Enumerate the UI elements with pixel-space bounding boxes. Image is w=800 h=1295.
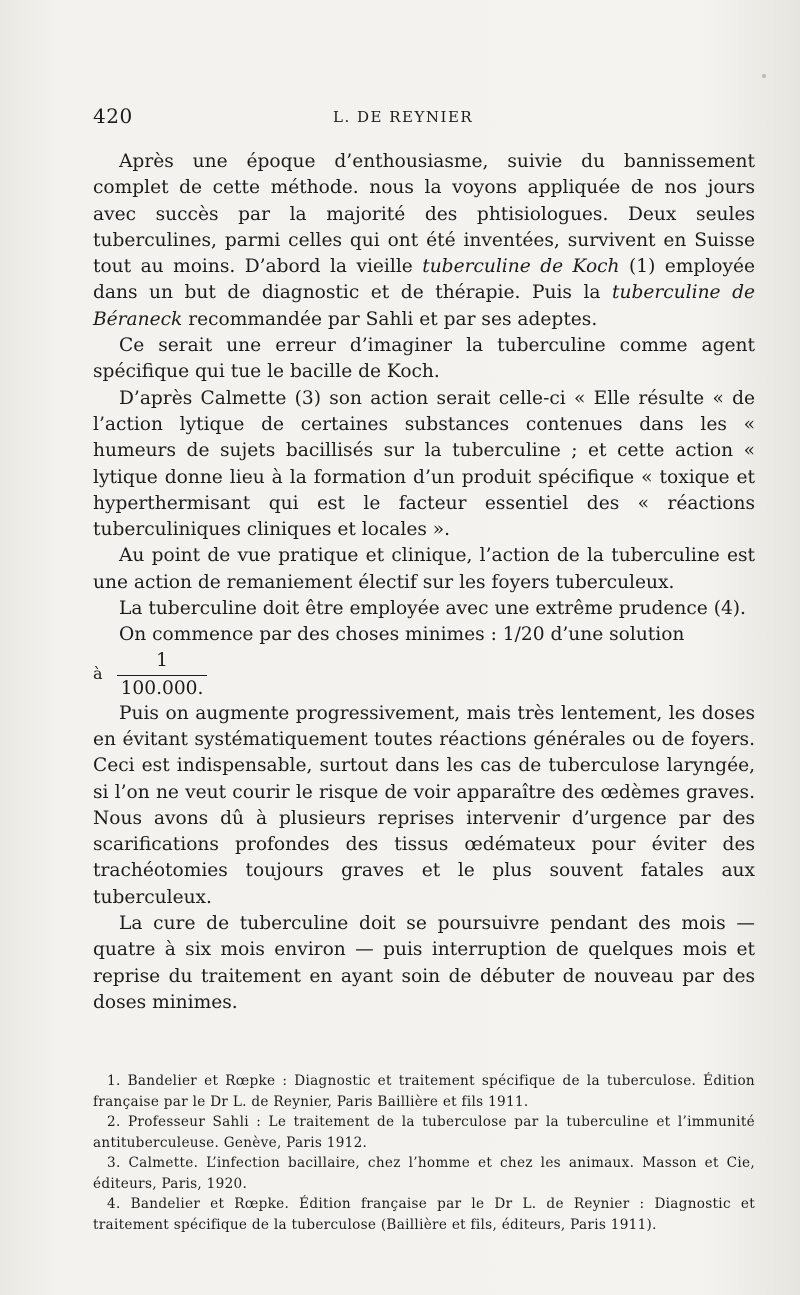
fraction-line xyxy=(93,649,755,701)
paragraph-1: Après une époque d’enthousiasme, suivie du bannissement complet de cette méthode. nous la voyons appliquée de nos jours avec succès par la majorité des phtisiologues. Deux seules tuberculines, parmi celles qui ont été inventées, survivent en Suisse tout au moins. D’abord la vieille tuberculine de Koch (1) employée dans un but de diagnostic et de thérapie. Puis la tuberculine de Béraneck recommandée par Sahli et par ses adeptes. xyxy=(93,151,755,330)
italic-term: tuberculine de Béraneck xyxy=(93,282,755,330)
footnote-2: 2. Professeur Sahli : Le traitement de la tuberculose par la tuberculine et l’immunité antituberculeuse. Genève, Paris 1912. xyxy=(93,1114,755,1151)
running-head: L. DE REYNIER xyxy=(333,108,474,126)
fraction xyxy=(117,649,207,700)
paper-speck xyxy=(762,74,766,78)
footnote-4: 4. Bandelier et Rœpke. Édition française par le Dr L. de Reynier : Diagnostic et traitement spécifique de la tuberculose (Baillière et fils, éditeurs, Paris 1911). xyxy=(93,1196,755,1233)
paragraph-7: Puis on augmente progressivement, mais très lentement, les doses en évitant systématiquement toutes réactions générales ou de foyers. Ceci est indispensable, surtout dans les cas de tuberculose laryngée, si l’on ne veut courir le risque de voir apparaître des œdèmes graves. Nous avons dû à plusieurs reprises intervenir d’urgence par des scarifications profondes des tissus œdémateux pour éviter des trachéotomies toujours graves et le plus souvent fatales aux tuberculeux. xyxy=(93,702,755,908)
footnote-3: 3. Calmette. L’infection bacillaire, chez l’homme et chez les animaux. Masson et Cie, éditeurs, Paris, 1920. xyxy=(93,1155,755,1192)
page-header xyxy=(93,104,755,132)
fraction-numerator: 1 xyxy=(156,649,168,671)
paragraph-8: La cure de tuberculine doit se poursuivre pendant des mois — quatre à six mois environ — puis interruption de quelques mois et reprise du traitement en ayant soin de débuter de nouveau par des doses minimes. xyxy=(93,913,755,1013)
paragraph-6: On commence par des choses minimes : 1/20 d’une solution xyxy=(119,624,685,646)
paragraph-4: Au point de vue pratique et clinique, l’action de la tuberculine est une action de remaniement électif sur les foyers tuberculeux. xyxy=(93,545,755,593)
page-number: 420 xyxy=(93,104,133,128)
footnotes xyxy=(93,1071,755,1235)
italic-term: tuberculine de Koch xyxy=(422,256,620,278)
paragraph-3: D’après Calmette (3) son action serait celle-ci « Elle résulte « de l’action lytique de certaines substances contenues dans les « humeurs de sujets bacillisés sur la tuberculine ; et cette action « lytique donne lieu à la formation d’un produit spécifique « toxique et hyperthermisant qui est le facteur essentiel des « réactions tuberculiniques cliniques et locales ». xyxy=(93,387,755,541)
fraction-denominator: 100.000. xyxy=(120,677,204,699)
fraction-bar xyxy=(117,675,207,676)
fraction-prefix: à xyxy=(93,663,103,683)
paragraph-2: Ce serait une erreur d’imaginer la tuberculine comme agent spécifique qui tue le bacille de Koch. xyxy=(93,335,755,383)
body-text xyxy=(93,149,755,1016)
footnote-1: 1. Bandelier et Rœpke : Diagnostic et traitement spécifique de la tuberculose. Édition française par le Dr L. de Reynier, Paris Baillière et fils 1911. xyxy=(93,1073,755,1110)
paragraph-5: La tuberculine doit être employée avec une extrême prudence (4). xyxy=(119,598,746,620)
